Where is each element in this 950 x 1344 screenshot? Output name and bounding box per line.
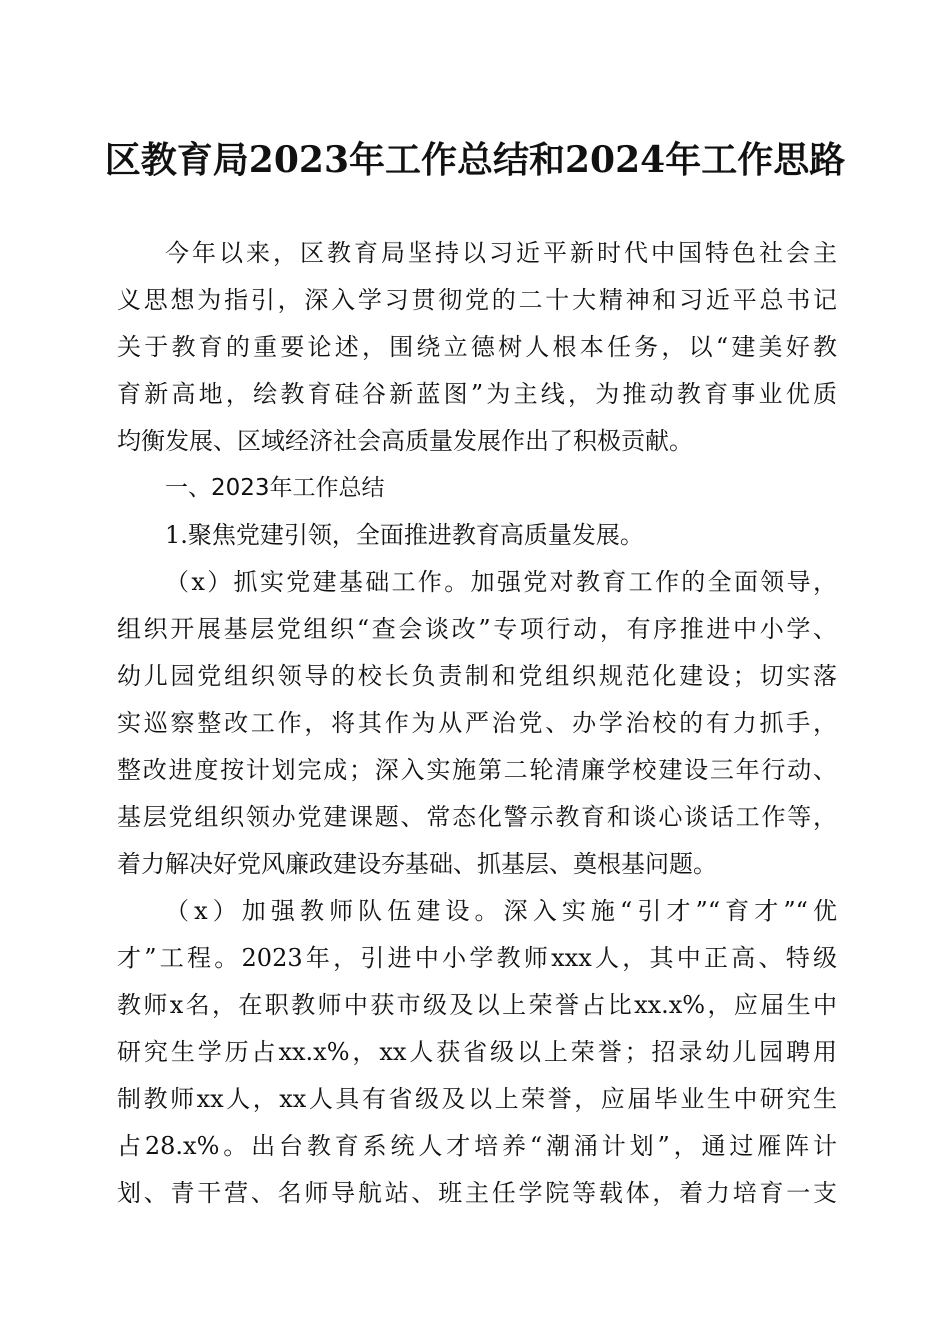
paragraph-line: 幼儿园党组织领导的校长负责制和党组织规范化建设；切实落 (117, 662, 837, 690)
paragraph-line: 才”工程。2023年，引进中小学教师xxx人，其中正高、特级 (117, 944, 837, 972)
paragraph-line: 基层党组织领办党建课题、常态化警示教育和谈心谈话工作等， (117, 803, 837, 831)
document-body (117, 230, 837, 1217)
paragraph-line: （x）加强教师队伍建设。深入实施“引才”“育才”“优 (165, 897, 837, 925)
document-title: 区教育局2023年工作总结和2024年工作思路 (104, 139, 846, 181)
paragraph-line: 整改进度按计划完成；深入实施第二轮清廉学校建设三年行动、 (117, 756, 837, 784)
paragraph-line: 制教师xx人，xx人具有省级及以上荣誉，应届毕业生中研究生 (117, 1085, 837, 1113)
paragraph-line: 划、青干营、名师导航站、班主任学院等载体，着力培育一支 (117, 1179, 837, 1207)
section-heading: 一、2023年工作总结 (165, 475, 385, 501)
paragraph-line: 今年以来，区教育局坚持以习近平新时代中国特色社会主 (165, 239, 837, 267)
paragraph-line: 育新高地，绘教育硅谷新蓝图”为主线，为推动教育事业优质 (117, 380, 837, 408)
paragraph-line: 义思想为指引，深入学习贯彻党的二十大精神和习近平总书记 (117, 286, 837, 314)
paragraph-line: 占28.x%。出台教育系统人才培养“潮涌计划”，通过雁阵计 (117, 1132, 837, 1160)
paragraph-line: （x）抓实党建基础工作。加强党对教育工作的全面领导， (165, 568, 837, 596)
paragraph-line: 均衡发展、区域经济社会高质量发展作出了积极贡献。 (117, 427, 693, 455)
paragraph-line: 着力解决好党风廉政建设夯基础、抓基层、奠根基问题。 (117, 850, 717, 878)
paragraph-line: 组织开展基层党组织“查会谈改”专项行动，有序推进中小学、 (117, 615, 837, 643)
paragraph-line: 教师x名，在职教师中获市级及以上荣誉占比xx.x%，应届生中 (117, 991, 837, 1019)
subsection-heading: 1.聚焦党建引领，全面推进教育高质量发展。 (165, 521, 644, 549)
paragraph-line: 实巡察整改工作，将其作为从严治党、办学治校的有力抓手， (117, 709, 837, 737)
paragraph-line: 研究生学历占xx.x%，xx人获省级以上荣誉；招录幼儿园聘用 (117, 1038, 837, 1066)
paragraph-line: 关于教育的重要论述，围绕立德树人根本任务，以“建美好教 (117, 333, 837, 361)
